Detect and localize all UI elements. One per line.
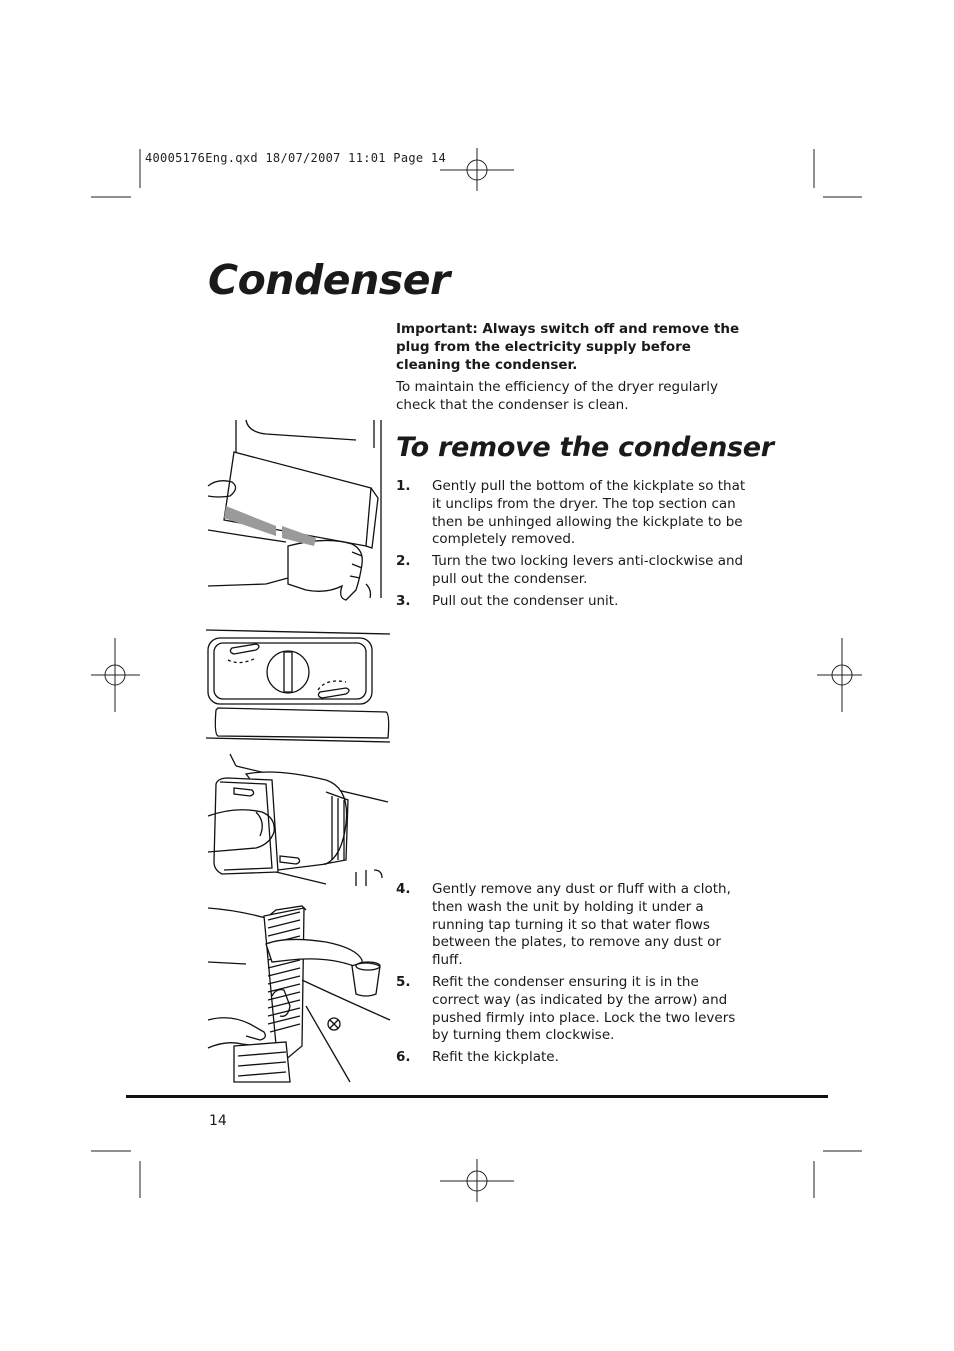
file-slug-line: 40005176Eng.qxd 18/07/2007 11:01 Page 14 [145, 151, 446, 165]
page-title: Condenser [208, 256, 450, 304]
registration-mark-right [817, 638, 862, 712]
step-item [396, 1049, 746, 1067]
step-number: 5. [396, 973, 411, 990]
step-text: Gently remove any dust or fluff with a cloth, then wash the unit by holding it under a running tap turning it so that water flows between the plates, to remove any dust or fluff. [432, 881, 731, 969]
illustration-locking-levers [206, 626, 392, 746]
step-text: Refit the kickplate. [432, 1049, 559, 1066]
intro-paragraph: To maintain the efficiency of the dryer regularly check that the condenser is clean. [396, 379, 718, 413]
steps-list-b [396, 881, 746, 1071]
step-number: 6. [396, 1049, 411, 1066]
step-text: Turn the two locking levers anti-clockwise and pull out the condenser. [432, 553, 744, 587]
registration-mark-left [91, 638, 140, 712]
illustration-washing-condenser [206, 896, 392, 1084]
step-item [396, 593, 746, 611]
step-text: Gently pull the bottom of the kickplate so that it unclips from the dryer. The top section can then be unhinged allowing the kickplate to be completely removed. [432, 478, 746, 548]
step-item [396, 974, 746, 1045]
step-number: 3. [396, 592, 411, 609]
step-number: 1. [396, 478, 411, 494]
step-item [396, 478, 746, 549]
illustration-kickplate-removal [206, 418, 390, 608]
footer-rule [126, 1095, 828, 1098]
step-item [396, 553, 746, 589]
registration-mark-top [440, 148, 514, 191]
steps-list-a [396, 478, 746, 615]
page-number: 14 [209, 1113, 227, 1129]
illustration-pull-out-condenser [206, 752, 392, 888]
section-title: To remove the condenser [396, 432, 774, 463]
important-note: Important: Always switch off and remove the plug from the electricity supply before cleaning the condenser. [396, 321, 740, 373]
step-text: Refit the condenser ensuring it is in the correct way (as indicated by the arrow) and pushed firmly into place. Lock the two levers by turning them clockwise. [432, 973, 736, 1044]
step-item [396, 881, 746, 970]
step-number: 4. [396, 881, 411, 897]
step-text: Pull out the condenser unit. [432, 592, 619, 609]
registration-mark-bottom [440, 1159, 514, 1202]
step-number: 2. [396, 553, 411, 570]
